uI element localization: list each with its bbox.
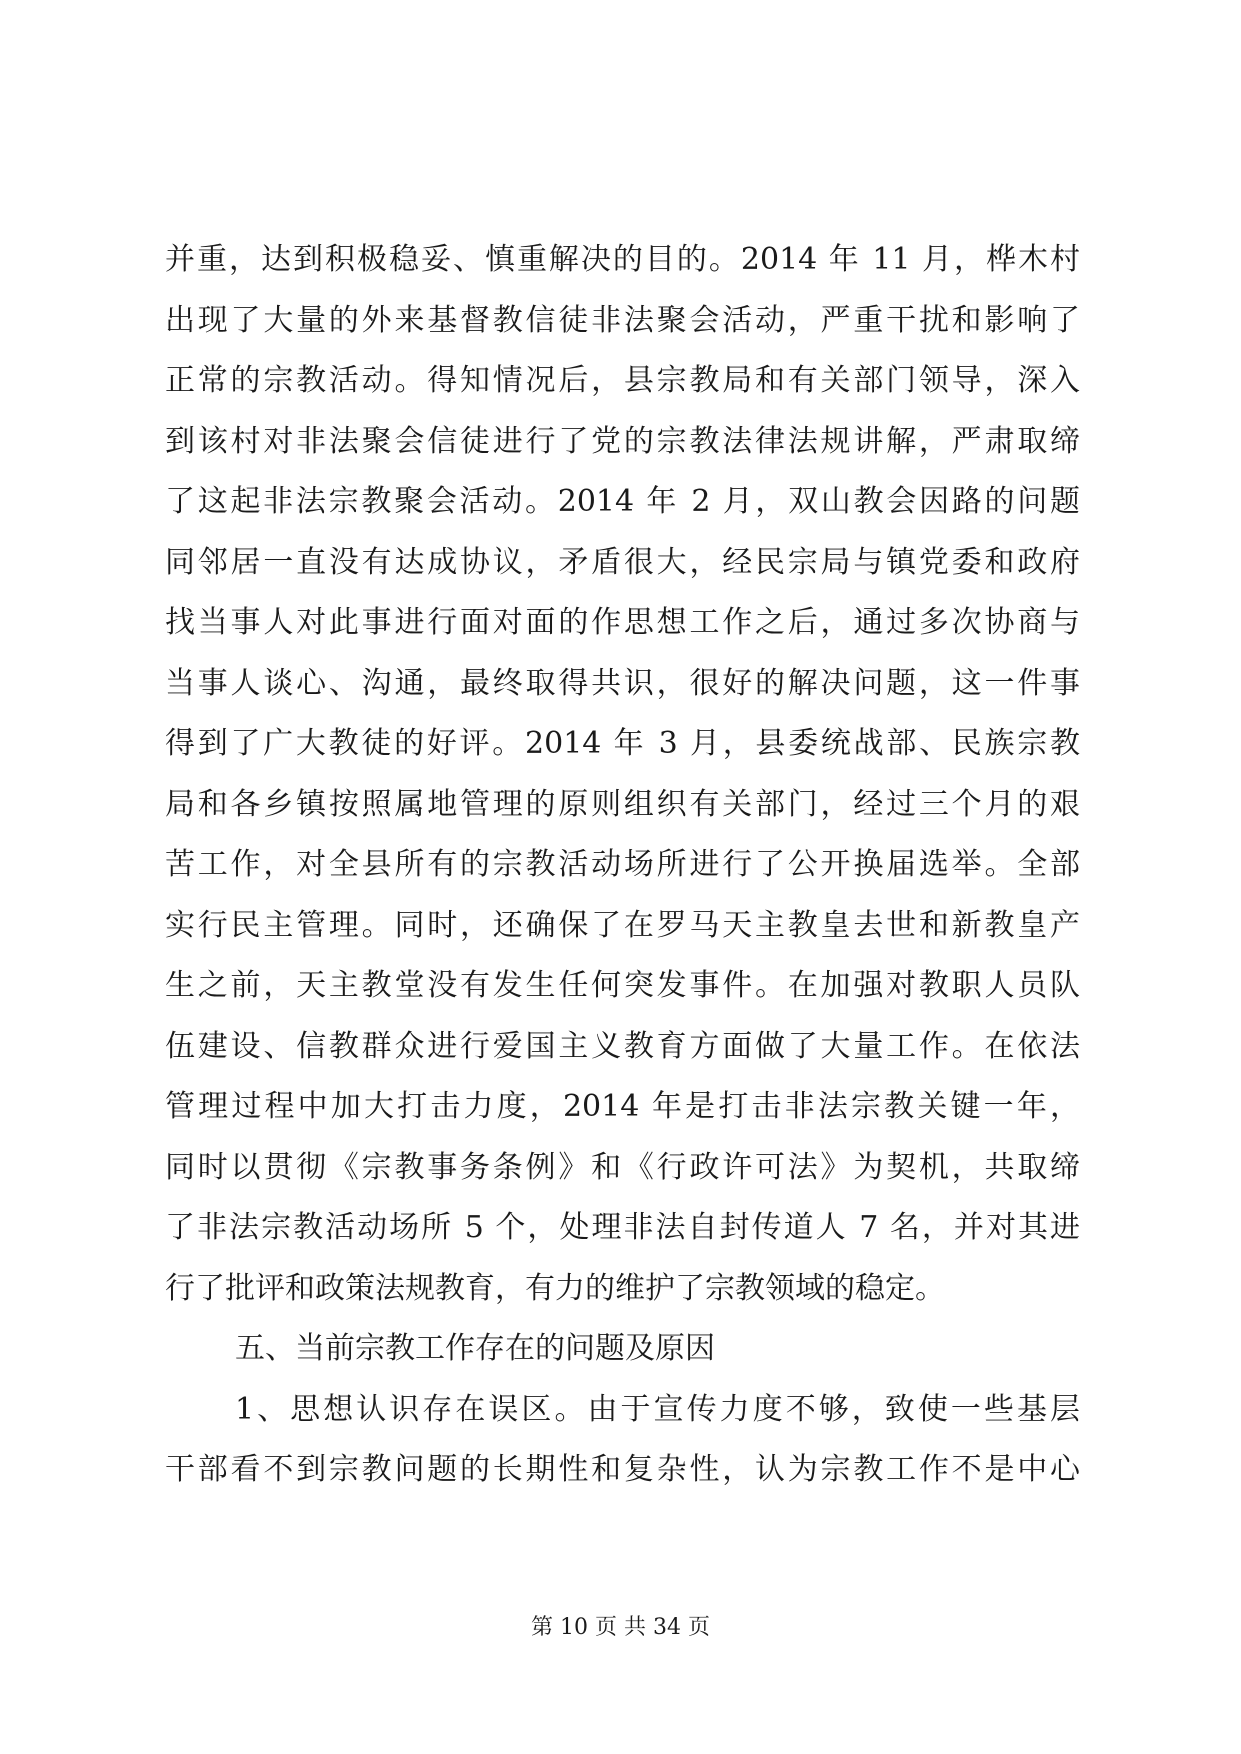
body-line: 找当事人对此事进行面对面的作思想工作之后，通过多次协商与 [165, 605, 1080, 640]
body-line: 生之前，天主教堂没有发生任何突发事件。在加强对教职人员队 [165, 968, 1080, 1003]
body-line: 管理过程中加大打击力度，2014 年是打击非法宗教关键一年， [165, 1089, 1080, 1124]
paragraph-line: 1、思想认识存在误区。由于宣传力度不够，致使一些基层 [235, 1391, 1080, 1427]
body-line: 得到了广大教徒的好评。2014 年 3 月，县委统战部、民族宗教 [165, 726, 1080, 761]
body-line: 同邻居一直没有达成协议，矛盾很大，经民宗局与镇党委和政府 [165, 544, 1080, 580]
body-line: 了非法宗教活动场所 5 个，处理非法自封传道人 7 名，并对其进 [165, 1210, 1080, 1245]
body-line: 当事人谈心、沟通，最终取得共识，很好的解决问题，这一件事 [165, 665, 1080, 701]
body-line: 行了批评和政策法规教育，有力的维护了宗教领域的稳定。 [165, 1270, 945, 1306]
body-line: 出现了大量的外来基督教信徒非法聚会活动，严重干扰和影响了 [165, 302, 1080, 338]
body-line: 正常的宗教活动。得知情况后，县宗教局和有关部门领导，深入 [165, 363, 1080, 398]
document-body [165, 230, 1080, 1501]
body-line: 并重，达到积极稳妥、慎重解决的目的。2014 年 11 月，桦木村 [165, 242, 1080, 277]
section-heading: 五、当前宗教工作存在的问题及原因 [235, 1331, 715, 1366]
paragraph-line: 干部看不到宗教问题的长期性和复杂性，认为宗教工作不是中心 [165, 1452, 1080, 1487]
body-line: 了这起非法宗教聚会活动。2014 年 2 月，双山教会因路的问题 [165, 484, 1080, 519]
body-line: 伍建设、信教群众进行爱国主义教育方面做了大量工作。在依法 [165, 1028, 1080, 1064]
body-line: 苦工作，对全县所有的宗教活动场所进行了公开换届选举。全部 [165, 847, 1080, 882]
body-line: 同时以贯彻《宗教事务条例》和《行政许可法》为契机，共取缔 [165, 1149, 1080, 1185]
body-line: 实行民主管理。同时，还确保了在罗马天主教皇去世和新教皇产 [165, 907, 1080, 943]
body-line: 局和各乡镇按照属地管理的原则组织有关部门，经过三个月的艰 [165, 786, 1080, 822]
page-indicator: 第 10 页 共 34 页 [531, 1615, 710, 1640]
body-line: 到该村对非法聚会信徒进行了党的宗教法律法规讲解，严肃取缔 [165, 423, 1080, 459]
